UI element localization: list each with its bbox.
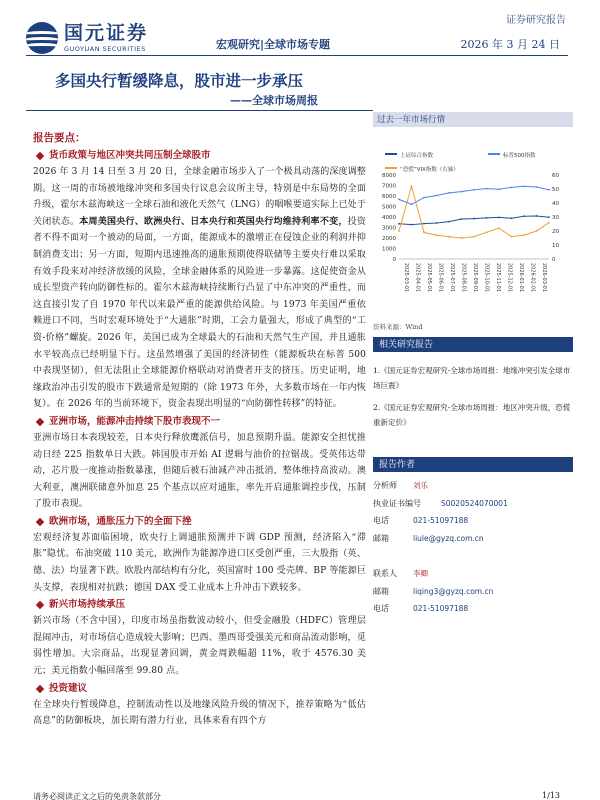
data-point (436, 222, 438, 224)
disclaimer-note: 请务必阅读正文之后的免责条款部分 (33, 792, 161, 800)
x-tick-label: 2025-10-01 (483, 263, 490, 293)
data-point (486, 217, 488, 219)
x-tick-label: 2025-08-01 (460, 263, 467, 293)
data-point (461, 218, 463, 220)
author-row (373, 495, 573, 513)
data-point (436, 195, 438, 197)
logo-text-cn: 国元证券 (64, 22, 149, 44)
report-type-label: 证券研究报告 (506, 15, 566, 26)
analyst-name: 刘乐 (413, 481, 428, 491)
y-tick-label: 7000 (382, 183, 396, 190)
section-title-5: 投资建议 (33, 681, 366, 697)
author-row (373, 530, 573, 548)
series-line (399, 186, 549, 238)
data-point (536, 186, 538, 188)
section-paragraph-4: 新兴市场（不含中国），印度市场虽指数波动较小，但受金融股（HDFC）管理层混闹冲击，对市场信心造成较大影响；巴西、墨西哥受强美元和商品流动影响，觅弱性增加。大宗商品，出现显著回调，黄金周跌幅超 11%，收于 4576.30 美元；美元指数小幅回落至 99.80 点。 (33, 616, 366, 677)
data-point (473, 236, 475, 238)
data-point (511, 186, 513, 188)
y-right-tick-label: 20 (552, 229, 559, 235)
data-point (498, 217, 500, 219)
data-point (461, 191, 463, 193)
y-tick-label: 4000 (382, 215, 396, 221)
license-number: S0020524070001 (441, 498, 508, 508)
y-tick-label: 3000 (382, 225, 396, 232)
diamond-bullet-icon (36, 518, 44, 526)
data-point (536, 215, 538, 217)
y-tick-label: 2000 (382, 236, 396, 242)
data-point (523, 215, 525, 217)
report-date: 2026 年 3 月 24 日 (460, 38, 560, 51)
data-point (473, 218, 475, 220)
y-tick-label: 8000 (382, 173, 396, 179)
page-number: 1/13 (542, 791, 560, 800)
contact-email[interactable]: liqing3@gyzq.com.cn (413, 586, 494, 596)
diamond-bullet-icon (36, 601, 44, 609)
data-point (423, 223, 425, 225)
related-reports-list (373, 364, 573, 430)
data-point (486, 188, 488, 190)
data-point (398, 223, 400, 225)
legend-label: “恐慌”VIX指数（右轴） (400, 167, 459, 173)
x-tick-label: 2026-03-01 (541, 263, 548, 293)
x-tick-label: 2026-01-01 (518, 263, 525, 293)
data-point (498, 188, 500, 190)
y-right-tick-label: 10 (552, 243, 559, 249)
author-row (373, 477, 573, 495)
data-point (511, 236, 513, 238)
author-field-label: 电话 (373, 604, 389, 614)
data-point (498, 227, 500, 229)
section-paragraph-3: 宏观经济复苏面临困境，欧央行上调通胀预测并下调 GDP 预测，经济陷入“滞胀”隐忧。布油突破 110 美元，欧洲作为能源净进口区受创严重，三大股指（英、德、法）均显著下跌。欧股内部结构有分化，英国富时 100 受壳牌、BP 等能源巨头支撑，表现相对抗跌；德国 DAX 受工业成本上升冲击下跌较多。 (33, 532, 366, 593)
report-subtitle: ——全球市场周报 (230, 94, 318, 107)
x-tick-label: 2025-12-01 (506, 263, 513, 293)
section-title-1: 货币政策与地区冲突共同压制全球股市 (33, 148, 366, 164)
author-row (373, 583, 573, 601)
summary-section (33, 130, 366, 790)
data-point (448, 221, 450, 223)
data-point (398, 230, 400, 232)
data-point (536, 230, 538, 232)
data-point (411, 204, 413, 206)
x-tick-label: 2025-05-01 (425, 263, 432, 293)
section-paragraph-1: 2026 年 3 月 14 日至 3 月 20 日，全球金融市场步入了一个极具动荡的深度调整期。这一周的市场被地缘冲突和多国央行议息会议所主导，特别是中东局势的全面升级，霍尔木兹海峡这一全球石油和液化天然气（LNG）的咽喉要道实际上已处于关闭状态。本周美国央行、欧洲央行、日本央行和英国央行均维持利率不变，投资者不得不面对一个被动的局面，一方面，能源成本的激增正在侵蚀企业的利润并抑制消费支出；另一方面，短期内迅速推高的通胀预期使得联储等主要央行难以采取有效手段来对冲经济放缓的风险，全球金融体系的风险进一步暴露。这促使资金从成长型资产转向防御性标的。霍尔木兹海峡持续断行凸显了中东冲突的严重性，而这直接引发了自 1970 年代以来最严重的能源供给风险。与 1973 年美国严重依赖进口不同，当时宏观环境处于“大通胀”时期，工会力量强大，形成了典型的“工资-价格”螺旋。2026 年，美国已成为全球最大的石油和天然气生产国，并且通胀水平较高点已经明显下行。这虽然增强了美国的经济韧性（能源板块在标普 500 中表现坚韧），但无法阻止全球能源价格联动对消费者开支的挤压。历史证明，地缘政治冲击引发的股市下跌通常是短期的（除 1973 年外，大多数市场在一年内恢复）。在 2026 年的当前环境下，资金表现出明显的“向防御性转移”的特征。 (33, 167, 366, 410)
y-right-tick-label: 60 (552, 173, 559, 179)
section-title-2: 亚洲市场，能源冲击持续下股市表现不一 (33, 414, 366, 430)
x-tick-label: 2025-03-01 (402, 263, 409, 293)
x-tick-label: 2026-02-01 (529, 263, 536, 293)
data-point (411, 185, 413, 187)
related-reports-heading: 相关研究报告 (373, 337, 573, 352)
related-report-item[interactable]: 1.《国元证券宏观研究-全球市场周报：地缘冲突引发全球市场巨震》 (373, 366, 571, 390)
author-field-label: 邮箱 (373, 586, 389, 596)
author-field-label: 邮箱 (373, 533, 389, 543)
author-field-label: 联系人 (373, 569, 397, 579)
y-right-tick-label: 40 (552, 201, 559, 207)
author-row (373, 565, 573, 583)
y-tick-label: 5000 (382, 204, 396, 211)
logo-text-en: GUOYUAN SECURITIES (64, 45, 146, 53)
report-series: 宏观研究|全球市场专题 (216, 38, 331, 51)
section-paragraph-2: 亚洲市场日本表现较差，日本央行释放鹰派信号，加息预期升温。能源安全担忧推动日经 225 指数单日大跌。韩国股市开始 AI 逻辑与油价的拉锯战。受英伟达带动，芯片股一度推动指数暴涨，但随后被石油减产冲击抵消，整体维持高波动。澳大利亚，澳洲联储意外加息 25 个基点以应对通胀，率先开启通胀调控步伐，压制了股市表现。 (33, 432, 366, 510)
author-field-label: 执业证书编号 (373, 498, 421, 508)
x-tick-label: 2025-06-01 (437, 263, 444, 293)
author-row (373, 600, 573, 618)
y-tick-label: 6000 (382, 194, 396, 200)
data-point (423, 232, 425, 234)
author-row (373, 512, 573, 530)
analyst-phone[interactable]: 021-51097188 (413, 516, 469, 526)
summary-heading: 报告要点： (33, 132, 86, 144)
author-field-label: 电话 (373, 516, 389, 526)
market-chart-svg (373, 127, 573, 319)
data-point (448, 192, 450, 194)
x-tick-label: 2025-11-01 (495, 263, 502, 293)
data-point (548, 216, 550, 218)
data-point (436, 234, 438, 236)
diamond-bullet-icon (36, 684, 44, 692)
data-point (548, 222, 550, 224)
related-report-item[interactable]: 2.《国元证券宏观研究-全球市场周报：地区冲突升级，恐慌重新定价》 (373, 403, 571, 427)
authors-table (373, 477, 573, 618)
data-point (461, 237, 463, 239)
x-tick-label: 2025-07-01 (448, 263, 455, 293)
data-point (523, 234, 525, 236)
chart-source: 资料来源：Wind (373, 323, 423, 331)
contact-name: 李卿 (413, 569, 428, 579)
x-tick-label: 2025-09-01 (472, 263, 478, 293)
legend-label: 上证综合指数 (400, 153, 434, 159)
data-point (523, 185, 525, 187)
logo-emblem-icon (26, 22, 58, 54)
data-point (486, 232, 488, 234)
section-paragraph-5: 在全球央行暂缓降息，控制流动性以及地缘风险升级的情况下，推荐策略为“低估高息”的防御板块，加长期有潜力行业，具体来看有四个方 (33, 699, 366, 727)
data-point (473, 189, 475, 191)
section-title-4: 新兴市场持续承压 (33, 597, 366, 613)
header-divider (26, 55, 568, 56)
y-tick-label: 0 (392, 257, 396, 263)
legend-label: 标普500指数 (503, 153, 536, 159)
analyst-email[interactable]: liule@gyzq.com.cn (413, 533, 484, 543)
data-point (398, 198, 400, 200)
diamond-bullet-icon (36, 418, 44, 426)
data-point (548, 189, 550, 191)
author-field-label: 分析师 (373, 481, 397, 491)
y-tick-label: 1000 (382, 246, 396, 253)
chart-box-title: 过去一年市场行情 (373, 112, 573, 127)
contact-phone[interactable]: 021-51097188 (413, 604, 469, 614)
y-right-tick-label: 50 (552, 187, 559, 193)
y-right-tick-label: 30 (552, 215, 559, 221)
x-tick-label: 2025-04-01 (414, 263, 421, 293)
data-point (511, 217, 513, 219)
y-right-tick-label: 0 (552, 257, 556, 263)
diamond-bullet-icon (36, 152, 44, 160)
data-point (411, 224, 413, 226)
report-title: 多国央行暂缓降息，股市进一步承压 (55, 72, 304, 90)
section-title-3: 欧洲市场，通胀压力下的全面下挫 (33, 514, 366, 530)
authors-heading: 报告作者 (373, 457, 573, 472)
market-chart (373, 127, 573, 319)
data-point (423, 197, 425, 199)
sidebar-panel (373, 112, 573, 438)
title-divider (26, 110, 373, 111)
data-point (448, 236, 450, 238)
company-logo (26, 22, 148, 54)
